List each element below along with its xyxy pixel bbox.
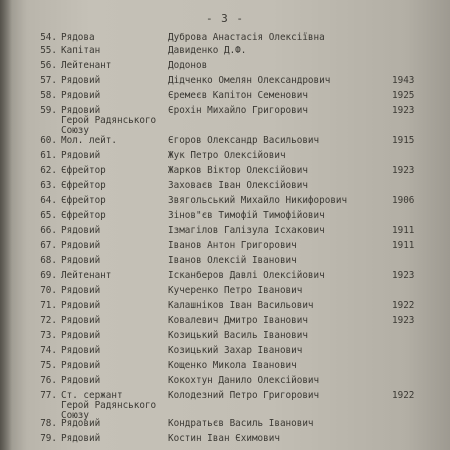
entry-rank — [61, 316, 100, 326]
entry-number: 59. — [40, 105, 57, 116]
entry-name: Зінов"єв Тимофій Тимофійович — [168, 210, 325, 221]
entry-rank-line: Рядовий — [61, 345, 101, 356]
entry-rank-line: Єфрейтор — [61, 195, 106, 206]
entry-name: Кондратьєв Василь Іванович — [168, 418, 314, 429]
entry-number: 61. — [40, 150, 57, 161]
entry-rank — [61, 106, 161, 136]
entry-rank-line: Капітан — [61, 45, 101, 56]
entry-name: Кучеренко Петро Іванович — [168, 285, 303, 296]
entry-rank-line: Лейтенант — [61, 60, 112, 71]
entry-rank — [61, 46, 100, 56]
entry-name: Жук Петро Олексійович — [168, 150, 286, 161]
entry-rank — [61, 286, 100, 296]
entry-name: Давиденко Д.Ф. — [168, 45, 247, 56]
entry-rank-line: Рядовий — [61, 105, 101, 116]
entry-rank — [61, 61, 111, 71]
entry-name: Ісканберов Давлі Олексійович — [168, 270, 325, 281]
entry-rank-line: Мол. лейт. — [61, 135, 117, 146]
entry-number: 56. — [40, 60, 57, 71]
entry-number: 77. — [40, 390, 57, 401]
entry-rank — [61, 76, 100, 86]
entry-rank-line: Єфрейтор — [61, 210, 106, 221]
entry-year: 1923 — [392, 270, 415, 281]
entry-year: 1923 — [392, 165, 415, 176]
entry-rank — [61, 33, 95, 43]
entry-number: 54. — [40, 32, 57, 43]
entry-name: Заховаєв Іван Олексійович — [168, 180, 308, 191]
entry-name: Звягольський Михайло Никифорович — [168, 195, 348, 206]
entry-rank-line: Рядовий — [61, 225, 101, 236]
page-number: - 3 - — [205, 12, 245, 25]
entry-number: 62. — [40, 165, 57, 176]
entry-name: Козицький Василь Іванович — [168, 330, 308, 341]
entry-year: 1922 — [392, 300, 415, 311]
entry-number: 74. — [40, 345, 57, 356]
entry-year: 1911 — [392, 240, 415, 251]
entry-rank — [61, 256, 100, 266]
entry-rank — [61, 376, 100, 386]
entry-rank — [61, 346, 100, 356]
entry-name: Калашніков Іван Васильович — [168, 300, 314, 311]
entry-rank-line: Рядовий — [61, 240, 101, 251]
entry-number: 76. — [40, 375, 57, 386]
entry-rank — [61, 331, 100, 341]
entry-rank-title: Герой Радянського Союзу — [61, 115, 157, 136]
entry-number: 71. — [40, 300, 57, 311]
entry-rank-title: Герой Радянського Союзу — [61, 400, 157, 421]
entry-name: Колодезний Петро Григорович — [168, 390, 320, 401]
entry-number: 58. — [40, 90, 57, 101]
entry-rank-line: Рядовий — [61, 75, 101, 86]
entry-name: Ковалевич Дмитро Іванович — [168, 315, 308, 326]
entry-name: Іванов Олексій Іванович — [168, 255, 297, 266]
entry-rank — [61, 166, 106, 176]
entry-rank — [61, 196, 106, 206]
page-edge-shadow — [0, 0, 12, 450]
entry-rank-line: Ст. сержант — [61, 390, 123, 401]
entry-number: 66. — [40, 225, 57, 236]
entry-rank — [61, 391, 161, 421]
entry-rank-line: Рядовий — [61, 418, 101, 429]
entry-name: Єрохін Михайло Григорович — [168, 105, 308, 116]
entry-year: 1943 — [392, 75, 415, 86]
entry-rank-line: Єфрейтор — [61, 165, 106, 176]
entry-year: 1915 — [392, 135, 415, 146]
entry-rank — [61, 226, 100, 236]
entry-rank-line: Рядовий — [61, 330, 101, 341]
entry-number: 67. — [40, 240, 57, 251]
entry-number: 78. — [40, 418, 57, 429]
entry-rank-line: Рядова — [61, 32, 95, 43]
entry-rank — [61, 301, 100, 311]
entry-rank-line: Рядовий — [61, 433, 101, 444]
entry-name: Ізмагілов Галізула Ісхакович — [168, 225, 325, 236]
entry-number: 75. — [40, 360, 57, 371]
entry-number: 63. — [40, 180, 57, 191]
entry-name: Іванов Антон Григорович — [168, 240, 297, 251]
entry-year: 1911 — [392, 225, 415, 236]
entry-number: 70. — [40, 285, 57, 296]
entry-number: 79. — [40, 433, 57, 444]
entry-rank-line: Рядовий — [61, 360, 101, 371]
entry-rank — [61, 361, 100, 371]
entry-name: Козицький Захар Іванович — [168, 345, 303, 356]
entry-year: 1923 — [392, 105, 415, 116]
entry-rank-line: Рядовий — [61, 255, 101, 266]
entry-name: Дідченко Омелян Олександрович — [168, 75, 331, 86]
entry-rank — [61, 434, 100, 444]
entry-number: 72. — [40, 315, 57, 326]
entry-number: 69. — [40, 270, 57, 281]
entry-year: 1922 — [392, 390, 415, 401]
entry-name: Єремеєв Капітон Семенович — [168, 90, 308, 101]
entry-rank — [61, 181, 106, 191]
entry-rank — [61, 419, 100, 429]
entry-name: Костин Іван Єхимович — [168, 433, 280, 444]
entry-number: 73. — [40, 330, 57, 341]
entry-name: Додонов — [168, 60, 208, 71]
entry-rank-line: Єфрейтор — [61, 180, 106, 191]
entry-rank-line: Рядовий — [61, 315, 101, 326]
entry-name: Єгоров Олександр Васильович — [168, 135, 320, 146]
entry-year: 1923 — [392, 315, 415, 326]
entry-name: Кощенко Микола Іванович — [168, 360, 297, 371]
entry-number: 57. — [40, 75, 57, 86]
entry-name: Дуброва Анастасія Олексіївна — [168, 32, 325, 43]
entry-number: 55. — [40, 45, 57, 56]
entry-rank-line: Лейтенант — [61, 270, 112, 281]
entry-rank-line: Рядовий — [61, 285, 101, 296]
entry-rank-line: Рядовий — [61, 300, 101, 311]
entry-rank-line: Рядовий — [61, 375, 101, 386]
entry-number: 60. — [40, 135, 57, 146]
entry-number: 68. — [40, 255, 57, 266]
entry-name: Жарков Віктор Олексійович — [168, 165, 308, 176]
entry-number: 65. — [40, 210, 57, 221]
entry-rank — [61, 271, 111, 281]
entry-number: 64. — [40, 195, 57, 206]
entry-name: Кокохтун Данило Олексійович — [168, 375, 320, 386]
entry-rank — [61, 151, 100, 161]
entry-rank — [61, 241, 100, 251]
entry-rank — [61, 136, 117, 146]
entry-year: 1925 — [392, 90, 415, 101]
entry-rank — [61, 91, 100, 101]
entry-year: 1906 — [392, 195, 415, 206]
entry-rank-line: Рядовий — [61, 150, 101, 161]
entry-rank — [61, 211, 106, 221]
entry-rank-line: Рядовий — [61, 90, 101, 101]
